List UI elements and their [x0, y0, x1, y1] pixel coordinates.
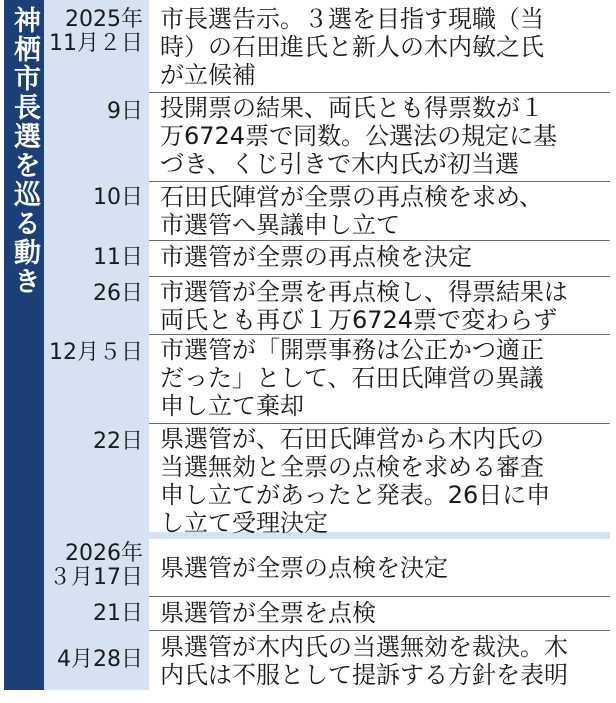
row-separator [149, 276, 610, 277]
event-date: 21日 [93, 601, 143, 626]
event-description: 市長選告示。３選を目指す現職（当 時）の石田進氏と新人の木内敏之氏 が立候補 [160, 5, 544, 89]
event-date: 11日 [93, 245, 143, 270]
row-separator [149, 596, 610, 597]
row-separator [149, 181, 610, 182]
event-description: 県選管が全票の点検を決定 [160, 554, 448, 582]
event-date: 12月５日 [49, 340, 143, 365]
event-date: 2026年 ３月17日 [49, 541, 143, 590]
event-description: 市選管が全票を再点検し、得票結果は 両氏とも再び１万6724票で変わらず [160, 278, 568, 334]
row-separator [149, 423, 610, 424]
event-description: 県選管が全票を点検 [160, 599, 376, 627]
event-date: 9日 [107, 99, 143, 124]
event-description: 市選管が「開票事務は公正かつ適正 だった」として、石田氏陣営の異議 申し立て棄却 [160, 336, 544, 420]
event-description: 市選管が全票の再点検を決定 [160, 243, 472, 271]
event-description: 石田氏陣営が全票の再点検を求め、 市選管へ異議申し立て [160, 183, 544, 239]
timeline-panel [44, 0, 610, 690]
title-sidebar [4, 0, 44, 690]
row-separator [149, 334, 610, 335]
event-date: 26日 [93, 281, 143, 306]
row-separator [149, 630, 610, 631]
event-description: 県選管が、石田氏陣営から木内氏の 当選無効と全票の点検を求める審査 申し立てがあったと発表。26日に申 し立て受理決定 [160, 425, 551, 537]
event-description: 県選管が木内氏の当選無効を裁決。木 内氏は不服として提訴する方針を表明 [160, 633, 568, 689]
row-separator [149, 92, 610, 93]
event-description: 投開票の結果、両氏とも得票数が１ 万6724票で同数。公選法の規定に基 づき、くじ引きで木内氏が初当選 [160, 94, 558, 178]
vertical-title: 神栖市長選を巡る動き [9, 6, 40, 296]
event-date: 10日 [93, 185, 143, 210]
row-separator [149, 240, 610, 241]
event-date: 22日 [93, 429, 143, 454]
event-date: 4月28日 [57, 647, 143, 672]
event-date: 2025年 11月２日 [49, 7, 143, 56]
